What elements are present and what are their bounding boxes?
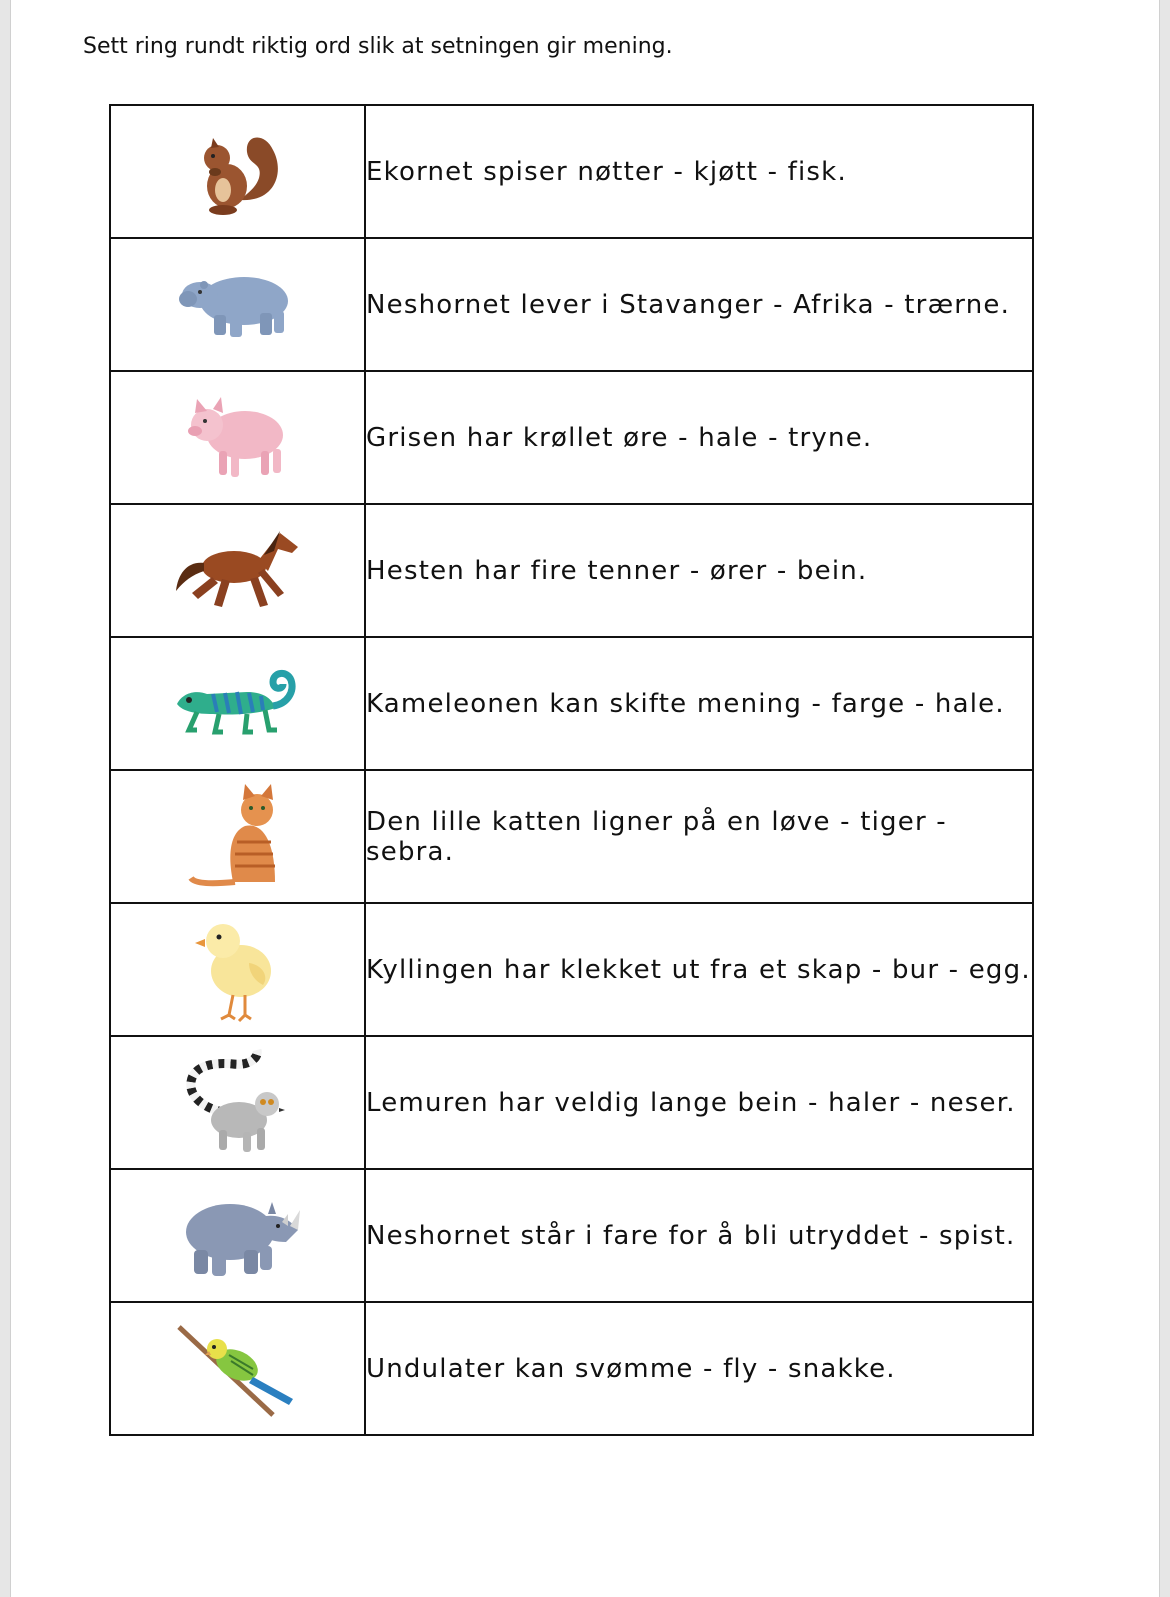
- sentence-text[interactable]: Neshornet lever i Stavanger - Afrika - trærne.: [365, 238, 1033, 371]
- picture-cell: [110, 903, 365, 1036]
- picture-cell: [110, 105, 365, 238]
- table-row: [110, 1036, 1033, 1169]
- chameleon-icon: [173, 664, 303, 744]
- sentence-text[interactable]: Den lille katten ligner på en løve - tiger - sebra.: [365, 770, 1033, 903]
- sentence-text[interactable]: Lemuren har veldig lange bein - haler - neser.: [365, 1036, 1033, 1169]
- table-row: [110, 770, 1033, 903]
- pig-icon: [183, 393, 293, 483]
- instruction-text: Sett ring rundt riktig ord slik at setningen gir mening.: [83, 34, 673, 59]
- picture-cell: [110, 238, 365, 371]
- picture-cell: [110, 1169, 365, 1302]
- table-row: [110, 1302, 1033, 1435]
- sentence-text[interactable]: Undulater kan svømme - fly - snakke.: [365, 1302, 1033, 1435]
- squirrel-icon: [183, 122, 293, 222]
- sentence-text[interactable]: Kameleonen kan skifte mening - farge - hale.: [365, 637, 1033, 770]
- rhino-icon: [168, 1186, 308, 1286]
- table-row: [110, 504, 1033, 637]
- table-row: [110, 637, 1033, 770]
- sentence-text[interactable]: Hesten har fire tenner - ører - bein.: [365, 504, 1033, 637]
- picture-cell: [110, 770, 365, 903]
- cat-icon: [183, 782, 293, 892]
- lemur-icon: [183, 1048, 293, 1158]
- hippo-icon: [178, 265, 298, 345]
- sentence-text[interactable]: Ekornet spiser nøtter - kjøtt - fisk.: [365, 105, 1033, 238]
- table-row: [110, 1169, 1033, 1302]
- table-row: [110, 105, 1033, 238]
- sentence-text[interactable]: Grisen har krøllet øre - hale - tryne.: [365, 371, 1033, 504]
- worksheet-page: [10, 0, 1160, 1597]
- table-row: [110, 238, 1033, 371]
- picture-cell: [110, 1036, 365, 1169]
- picture-cell: [110, 637, 365, 770]
- table-row: [110, 371, 1033, 504]
- table-row: [110, 903, 1033, 1036]
- picture-cell: [110, 1302, 365, 1435]
- exercise-table: [109, 104, 1034, 1436]
- sentence-text[interactable]: Kyllingen har klekket ut fra et skap - bur - egg.: [365, 903, 1033, 1036]
- horse-icon: [168, 521, 308, 621]
- sentence-text[interactable]: Neshornet står i fare for å bli utryddet - spist.: [365, 1169, 1033, 1302]
- chick-icon: [193, 915, 283, 1025]
- picture-cell: [110, 371, 365, 504]
- picture-cell: [110, 504, 365, 637]
- budgie-icon: [173, 1319, 303, 1419]
